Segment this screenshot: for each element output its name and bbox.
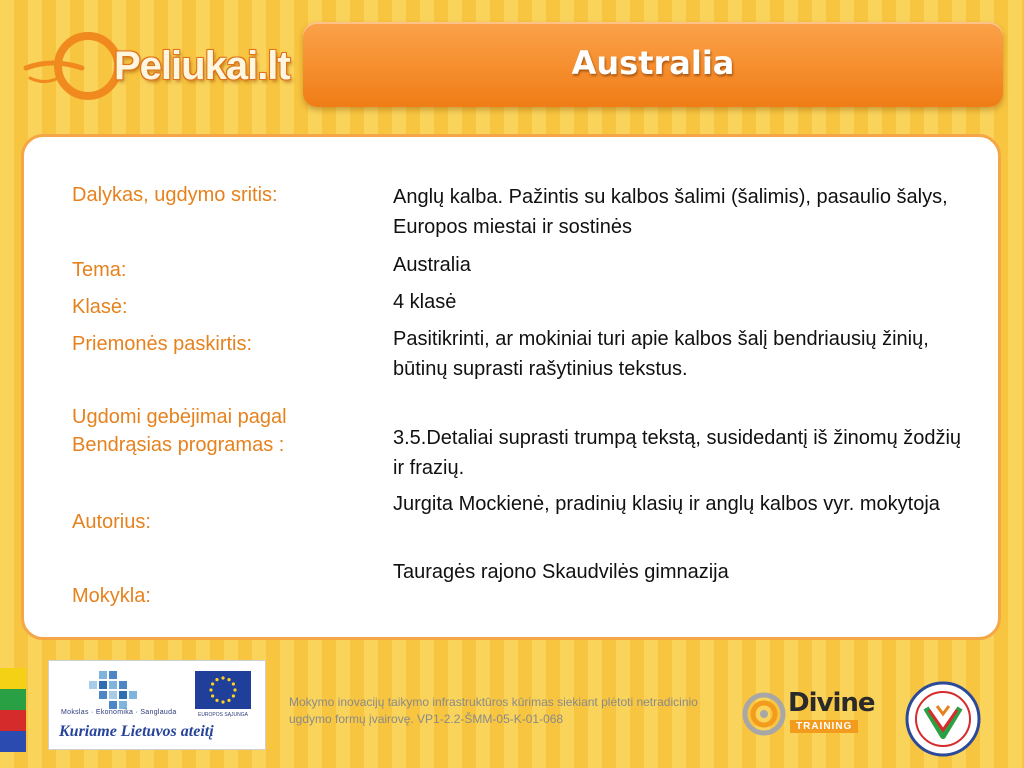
label-author: Autorius: (72, 511, 151, 533)
eu-union-label: EUROPOS SĄJUNGA (197, 712, 248, 718)
value-grade: 4 klasė (393, 291, 457, 313)
peliukai-logo[interactable] (22, 28, 292, 100)
divine-word: Divine (788, 688, 875, 718)
eu-program-label: Mokslas · Ekonomika · Sanglauda (61, 709, 177, 716)
label-skills: Ugdomi gebėjimai pagal Bendrąsias programas : (72, 406, 287, 456)
spiral-icon (742, 692, 786, 736)
logo-text: Peliukai.lt (114, 44, 290, 88)
eu-funding-box (48, 660, 266, 750)
label-school: Mokykla: (72, 585, 151, 607)
eu-slogan: Kuriame Lietuvos ateitį (59, 723, 214, 740)
color-strip (0, 668, 26, 752)
divine-tag: TRAINING (790, 720, 858, 733)
value-purpose: Pasitikrinti, ar mokiniai turi apie kalbos šalį bendriausių žinių, būtinų suprasti rašytinius tekstus. (393, 328, 929, 380)
label-subject: Dalykas, ugdymo sritis: (72, 184, 278, 206)
title-bar (303, 22, 1003, 107)
page-title: Australia (571, 44, 735, 82)
label-purpose: Priemonės paskirtis: (72, 333, 253, 355)
value-skills: 3.5.Detaliai suprasti trumpą tekstą, susidedantį iš žinomų žodžių ir frazių. (393, 427, 962, 479)
divine-training-logo (742, 688, 875, 738)
value-subject: Anglų kalba. Pažintis su kalbos šalimi (šalimis), pasaulio šalys, Europos miestai ir sostinės (393, 186, 948, 238)
value-author: Jurgita Mockienė, pradinių klasių ir anglų kalbos vyr. mokytoja (393, 493, 940, 515)
label-grade: Klasė: (72, 296, 128, 318)
value-school: Tauragės rajono Skaudvilės gimnazija (393, 561, 729, 583)
mouse-icon (22, 28, 122, 100)
value-topic: Australia (393, 254, 471, 276)
label-topic: Tema: (72, 259, 127, 281)
school-emblem-icon (904, 680, 982, 758)
project-description: Mokymo inovacijų taikymo infrastruktūros kūrimas siekiant plėtoti netradicinio ugdymo formų įvairovę. VP1-2.2-ŠMM-05-K-01-068 (289, 695, 698, 726)
eu-flag-icon (195, 671, 251, 709)
